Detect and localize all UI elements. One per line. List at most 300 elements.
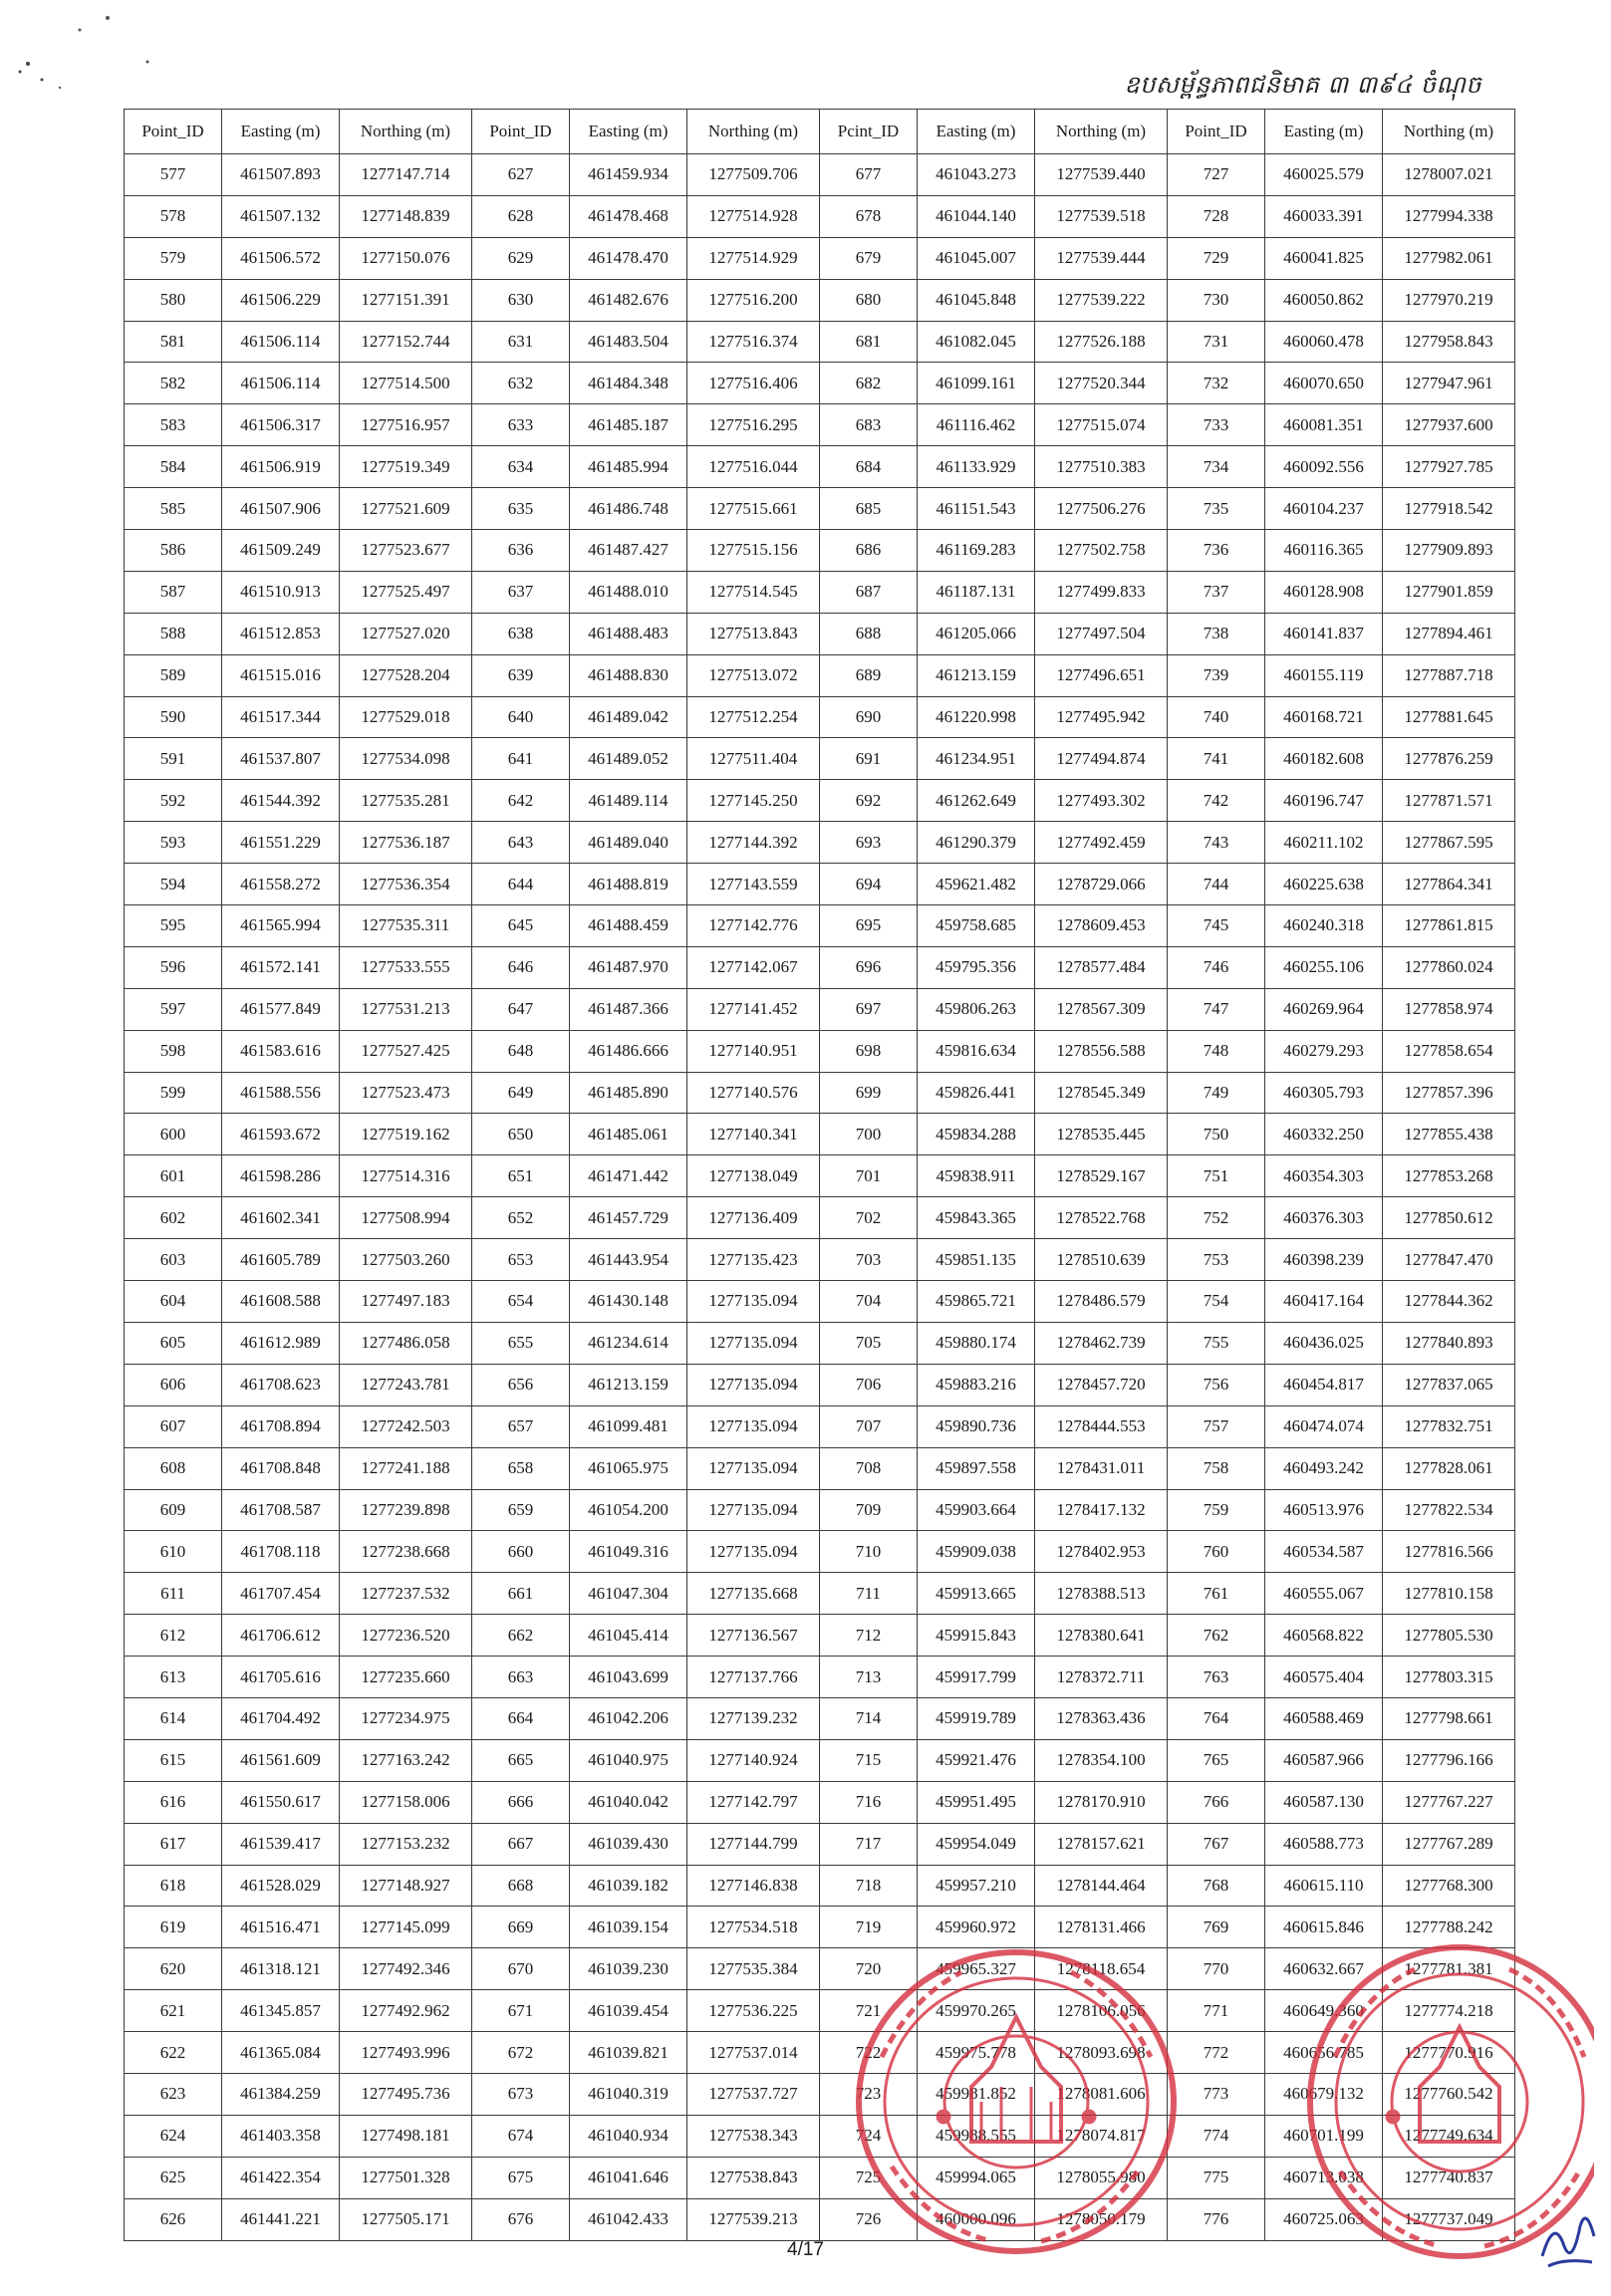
cell-point-id: 623: [125, 2073, 222, 2115]
cell-easting: 461487.366: [570, 988, 687, 1030]
cell-northing: 1277493.302: [1035, 780, 1168, 822]
cell-point-id: 661: [472, 1573, 570, 1615]
cell-northing: 1277148.927: [340, 1865, 472, 1907]
cell-point-id: 774: [1168, 2115, 1265, 2157]
table-row: [125, 1823, 1515, 1865]
cell-easting: 461486.748: [570, 488, 687, 530]
cell-easting: 459851.135: [918, 1239, 1035, 1281]
cell-easting: 461510.913: [222, 571, 340, 613]
cell-point-id: 629: [472, 237, 570, 279]
cell-point-id: 722: [820, 2032, 918, 2074]
column-header-easting: Easting (m): [918, 110, 1035, 154]
cell-northing: 1277516.044: [687, 446, 820, 488]
cell-easting: 461705.616: [222, 1657, 340, 1698]
cell-northing: 1277145.099: [340, 1907, 472, 1948]
cell-easting: 459921.476: [918, 1739, 1035, 1781]
cell-easting: 460168.721: [1265, 696, 1383, 738]
cell-point-id: 776: [1168, 2198, 1265, 2240]
cell-point-id: 616: [125, 1781, 222, 1823]
table-row: [125, 237, 1515, 279]
cell-easting: 461205.066: [918, 613, 1035, 654]
cell-easting: 461040.042: [570, 1781, 687, 1823]
cell-easting: 459909.038: [918, 1531, 1035, 1573]
column-header-northing: Northing (m): [1383, 110, 1515, 154]
cell-easting: 460701.199: [1265, 2115, 1383, 2157]
cell-northing: 1277493.996: [340, 2032, 472, 2074]
cell-point-id: 686: [820, 530, 918, 572]
cell-point-id: 628: [472, 195, 570, 237]
cell-northing: 1278388.513: [1035, 1573, 1168, 1615]
cell-easting: 461708.118: [222, 1531, 340, 1573]
cell-easting: 461042.433: [570, 2198, 687, 2240]
cell-point-id: 651: [472, 1155, 570, 1197]
cell-northing: 1277495.942: [1035, 696, 1168, 738]
column-header-northing: Northing (m): [340, 110, 472, 154]
cell-easting: 460050.862: [1265, 279, 1383, 321]
cell-northing: 1278402.953: [1035, 1531, 1168, 1573]
cell-point-id: 588: [125, 613, 222, 654]
cell-northing: 1277486.058: [340, 1322, 472, 1364]
cell-northing: 1277857.396: [1383, 1072, 1515, 1114]
cell-point-id: 749: [1168, 1072, 1265, 1114]
table-row: [125, 1030, 1515, 1072]
table-row: [125, 195, 1515, 237]
cell-easting: 459960.972: [918, 1907, 1035, 1948]
cell-point-id: 680: [820, 279, 918, 321]
cell-northing: 1277533.555: [340, 946, 472, 988]
cell-northing: 1277770.916: [1383, 2032, 1515, 2074]
cell-easting: 461485.187: [570, 404, 687, 446]
cell-point-id: 696: [820, 946, 918, 988]
cell-northing: 1277523.473: [340, 1072, 472, 1114]
table-row: [125, 1531, 1515, 1573]
cell-easting: 461478.470: [570, 237, 687, 279]
cell-point-id: 725: [820, 2157, 918, 2198]
cell-point-id: 754: [1168, 1281, 1265, 1323]
cell-easting: 461487.427: [570, 530, 687, 572]
cell-northing: 1277499.833: [1035, 571, 1168, 613]
cell-easting: 460225.638: [1265, 864, 1383, 905]
cell-point-id: 690: [820, 696, 918, 738]
cell-northing: 1278486.579: [1035, 1281, 1168, 1323]
cell-point-id: 672: [472, 2032, 570, 2074]
cell-point-id: 577: [125, 154, 222, 196]
cell-point-id: 714: [820, 1697, 918, 1739]
cell-northing: 1278535.445: [1035, 1114, 1168, 1155]
cell-northing: 1278431.011: [1035, 1447, 1168, 1489]
cell-easting: 460255.106: [1265, 946, 1383, 988]
cell-easting: 459865.721: [918, 1281, 1035, 1323]
cell-point-id: 620: [125, 1948, 222, 1990]
cell-northing: 1277238.668: [340, 1531, 472, 1573]
cell-easting: 461043.699: [570, 1657, 687, 1698]
cell-easting: 461558.272: [222, 864, 340, 905]
cell-northing: 1277236.520: [340, 1615, 472, 1657]
cell-point-id: 705: [820, 1322, 918, 1364]
cell-easting: 461485.061: [570, 1114, 687, 1155]
cell-easting: 461489.114: [570, 780, 687, 822]
cell-easting: 460649.360: [1265, 1990, 1383, 2032]
cell-easting: 461704.492: [222, 1697, 340, 1739]
cell-northing: 1278144.464: [1035, 1865, 1168, 1907]
cell-point-id: 622: [125, 2032, 222, 2074]
cell-northing: 1277510.383: [1035, 446, 1168, 488]
cell-northing: 1278157.621: [1035, 1823, 1168, 1865]
table-row: [125, 780, 1515, 822]
coordinates-table-container: [124, 109, 1514, 2241]
cell-northing: 1277148.839: [340, 195, 472, 237]
cell-point-id: 582: [125, 363, 222, 404]
cell-easting: 460398.239: [1265, 1239, 1383, 1281]
cell-easting: 461512.853: [222, 613, 340, 654]
cell-northing: 1277781.381: [1383, 1948, 1515, 1990]
cell-northing: 1277855.438: [1383, 1114, 1515, 1155]
cell-point-id: 583: [125, 404, 222, 446]
cell-point-id: 707: [820, 1405, 918, 1447]
cell-northing: 1277513.072: [687, 654, 820, 696]
cell-point-id: 676: [472, 2198, 570, 2240]
cell-northing: 1277142.067: [687, 946, 820, 988]
cell-northing: 1277498.181: [340, 2115, 472, 2157]
cell-point-id: 771: [1168, 1990, 1265, 2032]
cell-easting: 459915.843: [918, 1615, 1035, 1657]
cell-point-id: 752: [1168, 1197, 1265, 1239]
cell-point-id: 687: [820, 571, 918, 613]
cell-northing: 1277767.289: [1383, 1823, 1515, 1865]
cell-easting: 460436.025: [1265, 1322, 1383, 1364]
cell-northing: 1278510.639: [1035, 1239, 1168, 1281]
cell-northing: 1277135.094: [687, 1281, 820, 1323]
cell-northing: 1277140.924: [687, 1739, 820, 1781]
cell-easting: 461471.442: [570, 1155, 687, 1197]
table-row: [125, 1155, 1515, 1197]
cell-easting: 461489.042: [570, 696, 687, 738]
cell-point-id: 744: [1168, 864, 1265, 905]
cell-northing: 1277970.219: [1383, 279, 1515, 321]
cell-easting: 459913.665: [918, 1573, 1035, 1615]
cell-point-id: 709: [820, 1489, 918, 1531]
cell-point-id: 596: [125, 946, 222, 988]
cell-point-id: 624: [125, 2115, 222, 2157]
cell-point-id: 737: [1168, 571, 1265, 613]
cell-point-id: 612: [125, 1615, 222, 1657]
cell-point-id: 619: [125, 1907, 222, 1948]
cell-easting: 461537.807: [222, 738, 340, 780]
table-row: [125, 1615, 1515, 1657]
cell-easting: 461602.341: [222, 1197, 340, 1239]
cell-northing: 1278417.132: [1035, 1489, 1168, 1531]
cell-point-id: 710: [820, 1531, 918, 1573]
cell-northing: 1277506.276: [1035, 488, 1168, 530]
cell-northing: 1277501.328: [340, 2157, 472, 2198]
cell-northing: 1277515.661: [687, 488, 820, 530]
cell-northing: 1277514.545: [687, 571, 820, 613]
cell-easting: 460000.096: [918, 2198, 1035, 2240]
column-header-northing: Northing (m): [1035, 110, 1168, 154]
cell-northing: 1277909.893: [1383, 530, 1515, 572]
cell-point-id: 728: [1168, 195, 1265, 237]
cell-northing: 1277135.423: [687, 1239, 820, 1281]
cell-northing: 1277832.751: [1383, 1405, 1515, 1447]
cell-point-id: 697: [820, 988, 918, 1030]
column-header-point-id: Point_ID: [125, 110, 222, 154]
cell-point-id: 678: [820, 195, 918, 237]
cell-northing: 1277243.781: [340, 1364, 472, 1405]
cell-point-id: 673: [472, 2073, 570, 2115]
cell-point-id: 667: [472, 1823, 570, 1865]
cell-easting: 461441.221: [222, 2198, 340, 2240]
cell-easting: 461065.975: [570, 1447, 687, 1489]
cell-northing: 1277523.677: [340, 530, 472, 572]
cell-point-id: 679: [820, 237, 918, 279]
table-row: [125, 404, 1515, 446]
cell-easting: 461365.084: [222, 2032, 340, 2074]
cell-point-id: 671: [472, 1990, 570, 2032]
cell-northing: 1277138.049: [687, 1155, 820, 1197]
cell-easting: 459975.778: [918, 2032, 1035, 2074]
cell-northing: 1277140.951: [687, 1030, 820, 1072]
cell-northing: 1277768.300: [1383, 1865, 1515, 1907]
cell-point-id: 691: [820, 738, 918, 780]
cell-point-id: 734: [1168, 446, 1265, 488]
cell-easting: 461234.951: [918, 738, 1035, 780]
cell-northing: 1278577.484: [1035, 946, 1168, 988]
cell-easting: 460116.365: [1265, 530, 1383, 572]
cell-point-id: 730: [1168, 279, 1265, 321]
cell-northing: 1277737.049: [1383, 2198, 1515, 2240]
cell-point-id: 723: [820, 2073, 918, 2115]
cell-northing: 1278462.739: [1035, 1322, 1168, 1364]
cell-point-id: 579: [125, 237, 222, 279]
cell-easting: 459621.482: [918, 864, 1035, 905]
cell-northing: 1277514.316: [340, 1155, 472, 1197]
cell-easting: 461045.848: [918, 279, 1035, 321]
cell-easting: 460025.579: [1265, 154, 1383, 196]
cell-northing: 1277158.006: [340, 1781, 472, 1823]
cell-point-id: 595: [125, 905, 222, 947]
cell-easting: 461187.131: [918, 571, 1035, 613]
cell-point-id: 662: [472, 1615, 570, 1657]
cell-point-id: 633: [472, 404, 570, 446]
cell-easting: 460269.964: [1265, 988, 1383, 1030]
cell-northing: 1277867.595: [1383, 822, 1515, 864]
cell-easting: 461506.229: [222, 279, 340, 321]
cell-northing: 1277512.254: [687, 696, 820, 738]
cell-easting: 461040.975: [570, 1739, 687, 1781]
table-row: [125, 1739, 1515, 1781]
cell-point-id: 585: [125, 488, 222, 530]
cell-northing: 1277144.799: [687, 1823, 820, 1865]
cell-easting: 461488.010: [570, 571, 687, 613]
cell-point-id: 659: [472, 1489, 570, 1531]
cell-northing: 1277994.338: [1383, 195, 1515, 237]
cell-point-id: 581: [125, 321, 222, 363]
cell-easting: 461550.617: [222, 1781, 340, 1823]
cell-easting: 461345.857: [222, 1990, 340, 2032]
cell-easting: 460588.469: [1265, 1697, 1383, 1739]
cell-easting: 459834.288: [918, 1114, 1035, 1155]
cell-point-id: 593: [125, 822, 222, 864]
cell-northing: 1277525.497: [340, 571, 472, 613]
cell-point-id: 748: [1168, 1030, 1265, 1072]
cell-northing: 1277871.571: [1383, 780, 1515, 822]
handwritten-signature-icon: [1534, 2196, 1604, 2276]
cell-easting: 461039.182: [570, 1865, 687, 1907]
table-row: [125, 571, 1515, 613]
cell-easting: 461169.283: [918, 530, 1035, 572]
cell-easting: 459890.736: [918, 1405, 1035, 1447]
cell-point-id: 716: [820, 1781, 918, 1823]
cell-northing: 1277235.660: [340, 1657, 472, 1698]
cell-point-id: 713: [820, 1657, 918, 1698]
cell-northing: 1278529.167: [1035, 1155, 1168, 1197]
table-row: [125, 1239, 1515, 1281]
cell-easting: 461041.646: [570, 2157, 687, 2198]
cell-point-id: 587: [125, 571, 222, 613]
cell-point-id: 753: [1168, 1239, 1265, 1281]
cell-northing: 1277810.158: [1383, 1573, 1515, 1615]
cell-point-id: 765: [1168, 1739, 1265, 1781]
column-header-easting: Easting (m): [1265, 110, 1383, 154]
cell-northing: 1277527.425: [340, 1030, 472, 1072]
cell-easting: 461506.572: [222, 237, 340, 279]
cell-point-id: 685: [820, 488, 918, 530]
cell-easting: 461042.206: [570, 1697, 687, 1739]
cell-point-id: 601: [125, 1155, 222, 1197]
cell-northing: 1277514.928: [687, 195, 820, 237]
cell-northing: 1277844.362: [1383, 1281, 1515, 1323]
cell-easting: 459919.789: [918, 1697, 1035, 1739]
cell-point-id: 658: [472, 1447, 570, 1489]
column-header-point-id: Point_ID: [1168, 110, 1265, 154]
cell-point-id: 578: [125, 195, 222, 237]
cell-easting: 460587.966: [1265, 1739, 1383, 1781]
cell-easting: 460070.650: [1265, 363, 1383, 404]
cell-easting: 460128.908: [1265, 571, 1383, 613]
cell-point-id: 736: [1168, 530, 1265, 572]
cell-easting: 461612.989: [222, 1322, 340, 1364]
annex-header-note: ឧបសម្ព័ន្ធភាពជនិមាគ ៣ ៣៩៤ ចំណុច: [1124, 71, 1481, 99]
cell-northing: 1277492.346: [340, 1948, 472, 1990]
cell-point-id: 580: [125, 279, 222, 321]
cell-easting: 461506.919: [222, 446, 340, 488]
cell-northing: 1278170.910: [1035, 1781, 1168, 1823]
cell-point-id: 731: [1168, 321, 1265, 363]
cell-northing: 1277140.341: [687, 1114, 820, 1155]
table-row: [125, 1865, 1515, 1907]
cell-point-id: 719: [820, 1907, 918, 1948]
cell-northing: 1277139.232: [687, 1697, 820, 1739]
cell-northing: 1277505.171: [340, 2198, 472, 2240]
cell-easting: 460615.110: [1265, 1865, 1383, 1907]
cell-easting: 460182.608: [1265, 738, 1383, 780]
cell-northing: 1277137.766: [687, 1657, 820, 1698]
cell-northing: 1277918.542: [1383, 488, 1515, 530]
cell-point-id: 618: [125, 1865, 222, 1907]
cell-northing: 1277146.838: [687, 1865, 820, 1907]
cell-easting: 460417.164: [1265, 1281, 1383, 1323]
cell-northing: 1277828.061: [1383, 1447, 1515, 1489]
table-row: [125, 1907, 1515, 1948]
cell-easting: 459988.555: [918, 2115, 1035, 2157]
table-row: [125, 822, 1515, 864]
cell-easting: 460632.667: [1265, 1948, 1383, 1990]
cell-point-id: 770: [1168, 1948, 1265, 1990]
cell-point-id: 603: [125, 1239, 222, 1281]
cell-point-id: 610: [125, 1531, 222, 1573]
cell-easting: 461515.016: [222, 654, 340, 696]
cell-northing: 1277152.744: [340, 321, 472, 363]
table-row: [125, 1364, 1515, 1405]
cell-easting: 460033.391: [1265, 195, 1383, 237]
cell-easting: 460588.773: [1265, 1823, 1383, 1865]
column-header-easting: Easting (m): [570, 110, 687, 154]
cell-easting: 460141.837: [1265, 613, 1383, 654]
table-row: [125, 1781, 1515, 1823]
cell-easting: 459758.685: [918, 905, 1035, 947]
table-row: [125, 864, 1515, 905]
cell-northing: 1278457.720: [1035, 1364, 1168, 1405]
cell-easting: 460196.747: [1265, 780, 1383, 822]
cell-easting: 460587.130: [1265, 1781, 1383, 1823]
cell-point-id: 689: [820, 654, 918, 696]
cell-point-id: 738: [1168, 613, 1265, 654]
cell-easting: 461099.481: [570, 1405, 687, 1447]
cell-point-id: 597: [125, 988, 222, 1030]
cell-easting: 459806.263: [918, 988, 1035, 1030]
cell-easting: 459880.174: [918, 1322, 1035, 1364]
cell-northing: 1277860.024: [1383, 946, 1515, 988]
cell-easting: 461213.159: [570, 1364, 687, 1405]
cell-point-id: 715: [820, 1739, 918, 1781]
cell-point-id: 598: [125, 1030, 222, 1072]
cell-easting: 460513.976: [1265, 1489, 1383, 1531]
cell-point-id: 607: [125, 1405, 222, 1447]
cell-point-id: 649: [472, 1072, 570, 1114]
cell-northing: 1277538.843: [687, 2157, 820, 2198]
cell-point-id: 757: [1168, 1405, 1265, 1447]
cell-point-id: 739: [1168, 654, 1265, 696]
cell-easting: 461039.230: [570, 1948, 687, 1990]
cell-northing: 1277538.343: [687, 2115, 820, 2157]
cell-easting: 459957.210: [918, 1865, 1035, 1907]
cell-northing: 1277539.440: [1035, 154, 1168, 196]
cell-easting: 460305.793: [1265, 1072, 1383, 1114]
table-row: [125, 2157, 1515, 2198]
cell-easting: 460104.237: [1265, 488, 1383, 530]
cell-point-id: 718: [820, 1865, 918, 1907]
cell-northing: 1277798.661: [1383, 1697, 1515, 1739]
cell-northing: 1277144.392: [687, 822, 820, 864]
cell-easting: 461133.929: [918, 446, 1035, 488]
cell-easting: 461422.354: [222, 2157, 340, 2198]
cell-easting: 460656.785: [1265, 2032, 1383, 2074]
cell-northing: 1277894.461: [1383, 613, 1515, 654]
cell-point-id: 635: [472, 488, 570, 530]
cell-point-id: 626: [125, 2198, 222, 2240]
cell-northing: 1277947.961: [1383, 363, 1515, 404]
cell-northing: 1278522.768: [1035, 1197, 1168, 1239]
cell-point-id: 674: [472, 2115, 570, 2157]
cell-point-id: 584: [125, 446, 222, 488]
cell-northing: 1277837.065: [1383, 1364, 1515, 1405]
cell-northing: 1278081.606: [1035, 2073, 1168, 2115]
cell-northing: 1277840.893: [1383, 1322, 1515, 1364]
cell-easting: 461565.994: [222, 905, 340, 947]
cell-easting: 461039.821: [570, 2032, 687, 2074]
cell-northing: 1277539.518: [1035, 195, 1168, 237]
cell-easting: 460534.587: [1265, 1531, 1383, 1573]
